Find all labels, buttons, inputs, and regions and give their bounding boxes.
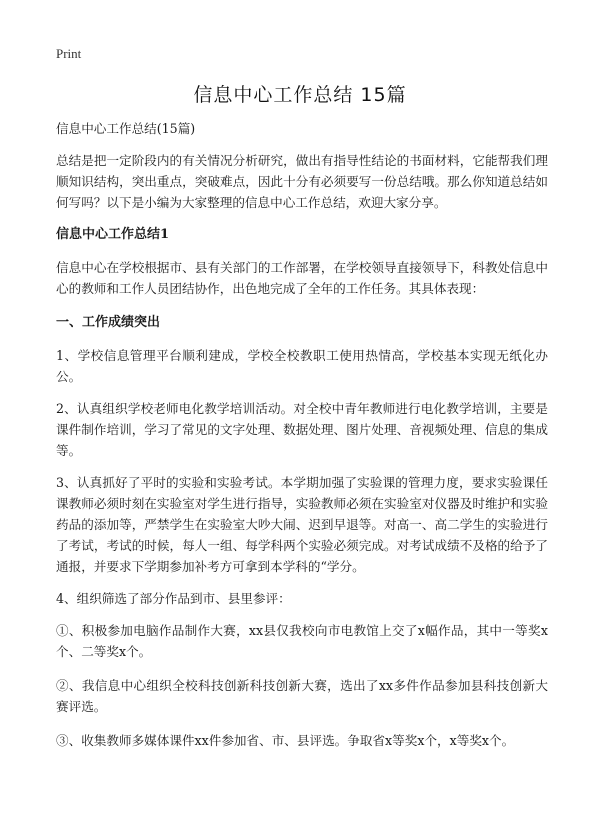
- page-title: 信息中心工作总结 15篇: [193, 84, 407, 106]
- print-label: Print: [56, 46, 82, 61]
- sub-item-2: ②、我信息中心组织全校科技创新科技创新大赛，选出了xx多件作品参加县科技创新大赛评选。: [56, 678, 548, 714]
- document-body: [56, 118, 548, 764]
- section-heading-1: 信息中心工作总结1: [56, 227, 170, 242]
- list-item-3: 3、认真抓好了平时的实验和实验考试。本学期加强了实验课的管理力度，要求实验课任课教师必须时刻在实验室对学生进行指导，实验教师必须在实验室对仪器及时维护和实验药品的添加等，严禁学生在实验室大吵大闹、迟到早退等。对高一、高二学生的实验进行了考试，考试的时候，每人一组、每学科两个实验必须完成。对考试成绩不及格的给予了通报，并要求下学期参加补考方可拿到本学科的“学分。: [56, 475, 548, 574]
- document-subtitle: 信息中心工作总结(15篇): [56, 121, 196, 136]
- section-heading-2: 一、工作成绩突出: [56, 315, 161, 330]
- sub-item-1: ①、积极参加电脑作品制作大赛，xx县仅我校向市电教馆上交了x幅作品，其中一等奖x个、二等奖x个。: [56, 623, 548, 659]
- list-item-2: 2、认真组织学校老师电化教学培训活动。对全校中青年教师进行电化教学培训，主要是课件制作培训，学习了常见的文字处理、数据处理、图片处理、音视频处理、信息的集成等。: [56, 401, 548, 458]
- intro-paragraph: 总结是把一定阶段内的有关情况分析研究，做出有指导性结论的书面材料，它能帮我们理顺知识结构，突出重点，突破难点，因此十分有必须要写一份总结哦。那么你知道总结如何写吗？以下是小编为大家整理的信息中心工作总结，欢迎大家分享。: [56, 153, 548, 210]
- list-item-1: 1、学校信息管理平台顺利建成，学校全校教职工使用热情高，学校基本实现无纸化办公。: [56, 348, 548, 384]
- paragraph-1: 信息中心在学校根据市、县有关部门的工作部署，在学校领导直接领导下，科教处信息中心的教师和工作人员团结协作，出色地完成了全年的工作任务。其具体表现：: [56, 260, 548, 296]
- sub-item-3: ③、收集教师多媒体课件xx件参加省、市、县评选。争取省x等奖x个，x等奖x个。: [56, 733, 515, 748]
- list-item-4: 4、组织筛选了部分作品到市、县里参评：: [56, 591, 291, 606]
